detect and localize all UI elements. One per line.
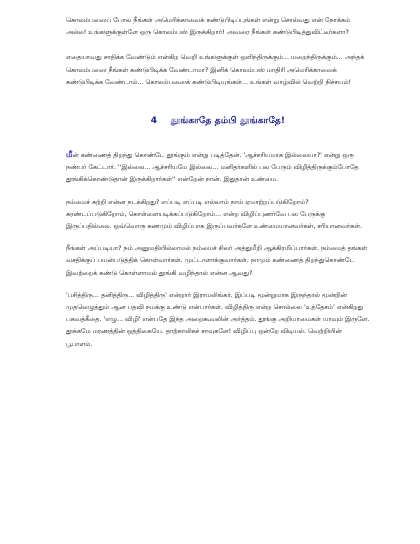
body-paragraph-3: நீங்கள் அப்படியா? நம் அனுமதியில்லாமல் நம்மைச் சிலர் அத்துமீறி ஆக்கிரமிப்பார்கள். நம்மைத் தங்கள் வசதிக்குப் பயன்படுத்திக் கொள்வார்கள். முட்டாளாக்குவார்கள். நாமும் கண்ணைத் திறந்துகொண்டே இவற்றைக் கண்டு கொள்ளாமல் தூங்கி வழிந்தால் என்ன ஆவது? bbox=[66, 244, 368, 277]
body-paragraph-2: நம்மைச் சுற்றி என்ன நடக்கிறது? எப்படி எப்படி எல்லாம் நாம் ஏமாற்றப்படுகிறோம்? சுரண்டப்படுகிறோம், கொள்ளையடிக்கப்படுகிறோம்... என்ற விழிப்புணர்வே பல பேருக்கு இருப்பதில்லை. ஒவ்வொரு கணமும் விழிப்பாக இருப்பவர்களே உண்மையானவர்கள், சரியானவர்கள். bbox=[66, 197, 363, 231]
body-paragraph-1 bbox=[66, 149, 370, 186]
chapter-title: தூங்காதே தம்பி தூங்காதே! bbox=[170, 116, 286, 127]
body-paragraph-4: 'பசித்திரு... தனித்திரு... விழித்திரு' என்றார் இராமலிங்கர். இப்படி மூன்றுமாக இருந்தால் மூன்றின் முதலெழுத்தும் ஆன பதவி நமக்கு உண்டு என்பார்கள். விழித்திரு என்ற சொல்லை 'உத்தேசம்' என்கிறது பகவத்கீதை. 'எழு... விழி' என்பதே இந்த அறைகூவலின் அர்த்தம். தூங்கு அறியாமைகள் யாவும் இருளே. தூக்கமே மரணத்தின் ஒத்திகையே. தாற்காலிகச் சாவுகளே! விழிப்பு ஒன்றே விடியல். வெற்றியின் பூபாளம். bbox=[66, 290, 370, 348]
intro-paragraph-1: கொலம்பஸைப் போல நீங்கள் அமெரிக்காவைக் கண்டுபிடிப்புங்கள் என்று சொல்வது என் நோக்கம் அல்ல! உங்களுக்குள்ளே ஒரு கொலம்பஸ் இருக்கிறார்! அவரை நீங்கள் கண்டுபிடித்துவிட்டீர்களா? bbox=[66, 16, 351, 37]
intro-paragraph-2: எதையாவது சாதிக்க வேண்டும் என்கிற வெறி உங்களுக்குள் ஒளிந்திருக்கும்... மறைந்திருக்கும்... அந்தக் கொலம்பஸை நீங்கள் கண்டுபிடிக்க வேண்டாமா? இனிக் கொலம்பஸ் மாதிரி அமெரிக்காவைக் கண்டுபிடிக்க வேண்டாம்... கொலம்பஸைக் கண்டுபிடியுங்கள்... உங்கள் வாழ்வில் வெற்றி நிச்சயம்! bbox=[66, 53, 365, 86]
drop-cap: மீ bbox=[66, 150, 73, 160]
document-page bbox=[66, 14, 370, 350]
body-paragraph-1-text: ன் கண்ணைத் திறந்து கொண்டே தூங்கும் என்று படித்தேன். 'ஆச்சரியமாக இல்லையா?' என்று ஒரு நண்பர் கேட்டார். ''இல்லை... ஆச்சரியமே இல்லை... மனிதர்களில் பல பேரும் விழித்திருக்கும்போதே தூங்கிக்கொண்டுதான் இருக்கிறார்கள்'' என்றேன் நான். இதுதான் உண்மை. bbox=[66, 151, 359, 184]
chapter-heading bbox=[66, 116, 370, 127]
chapter-number: 4 bbox=[150, 116, 158, 127]
